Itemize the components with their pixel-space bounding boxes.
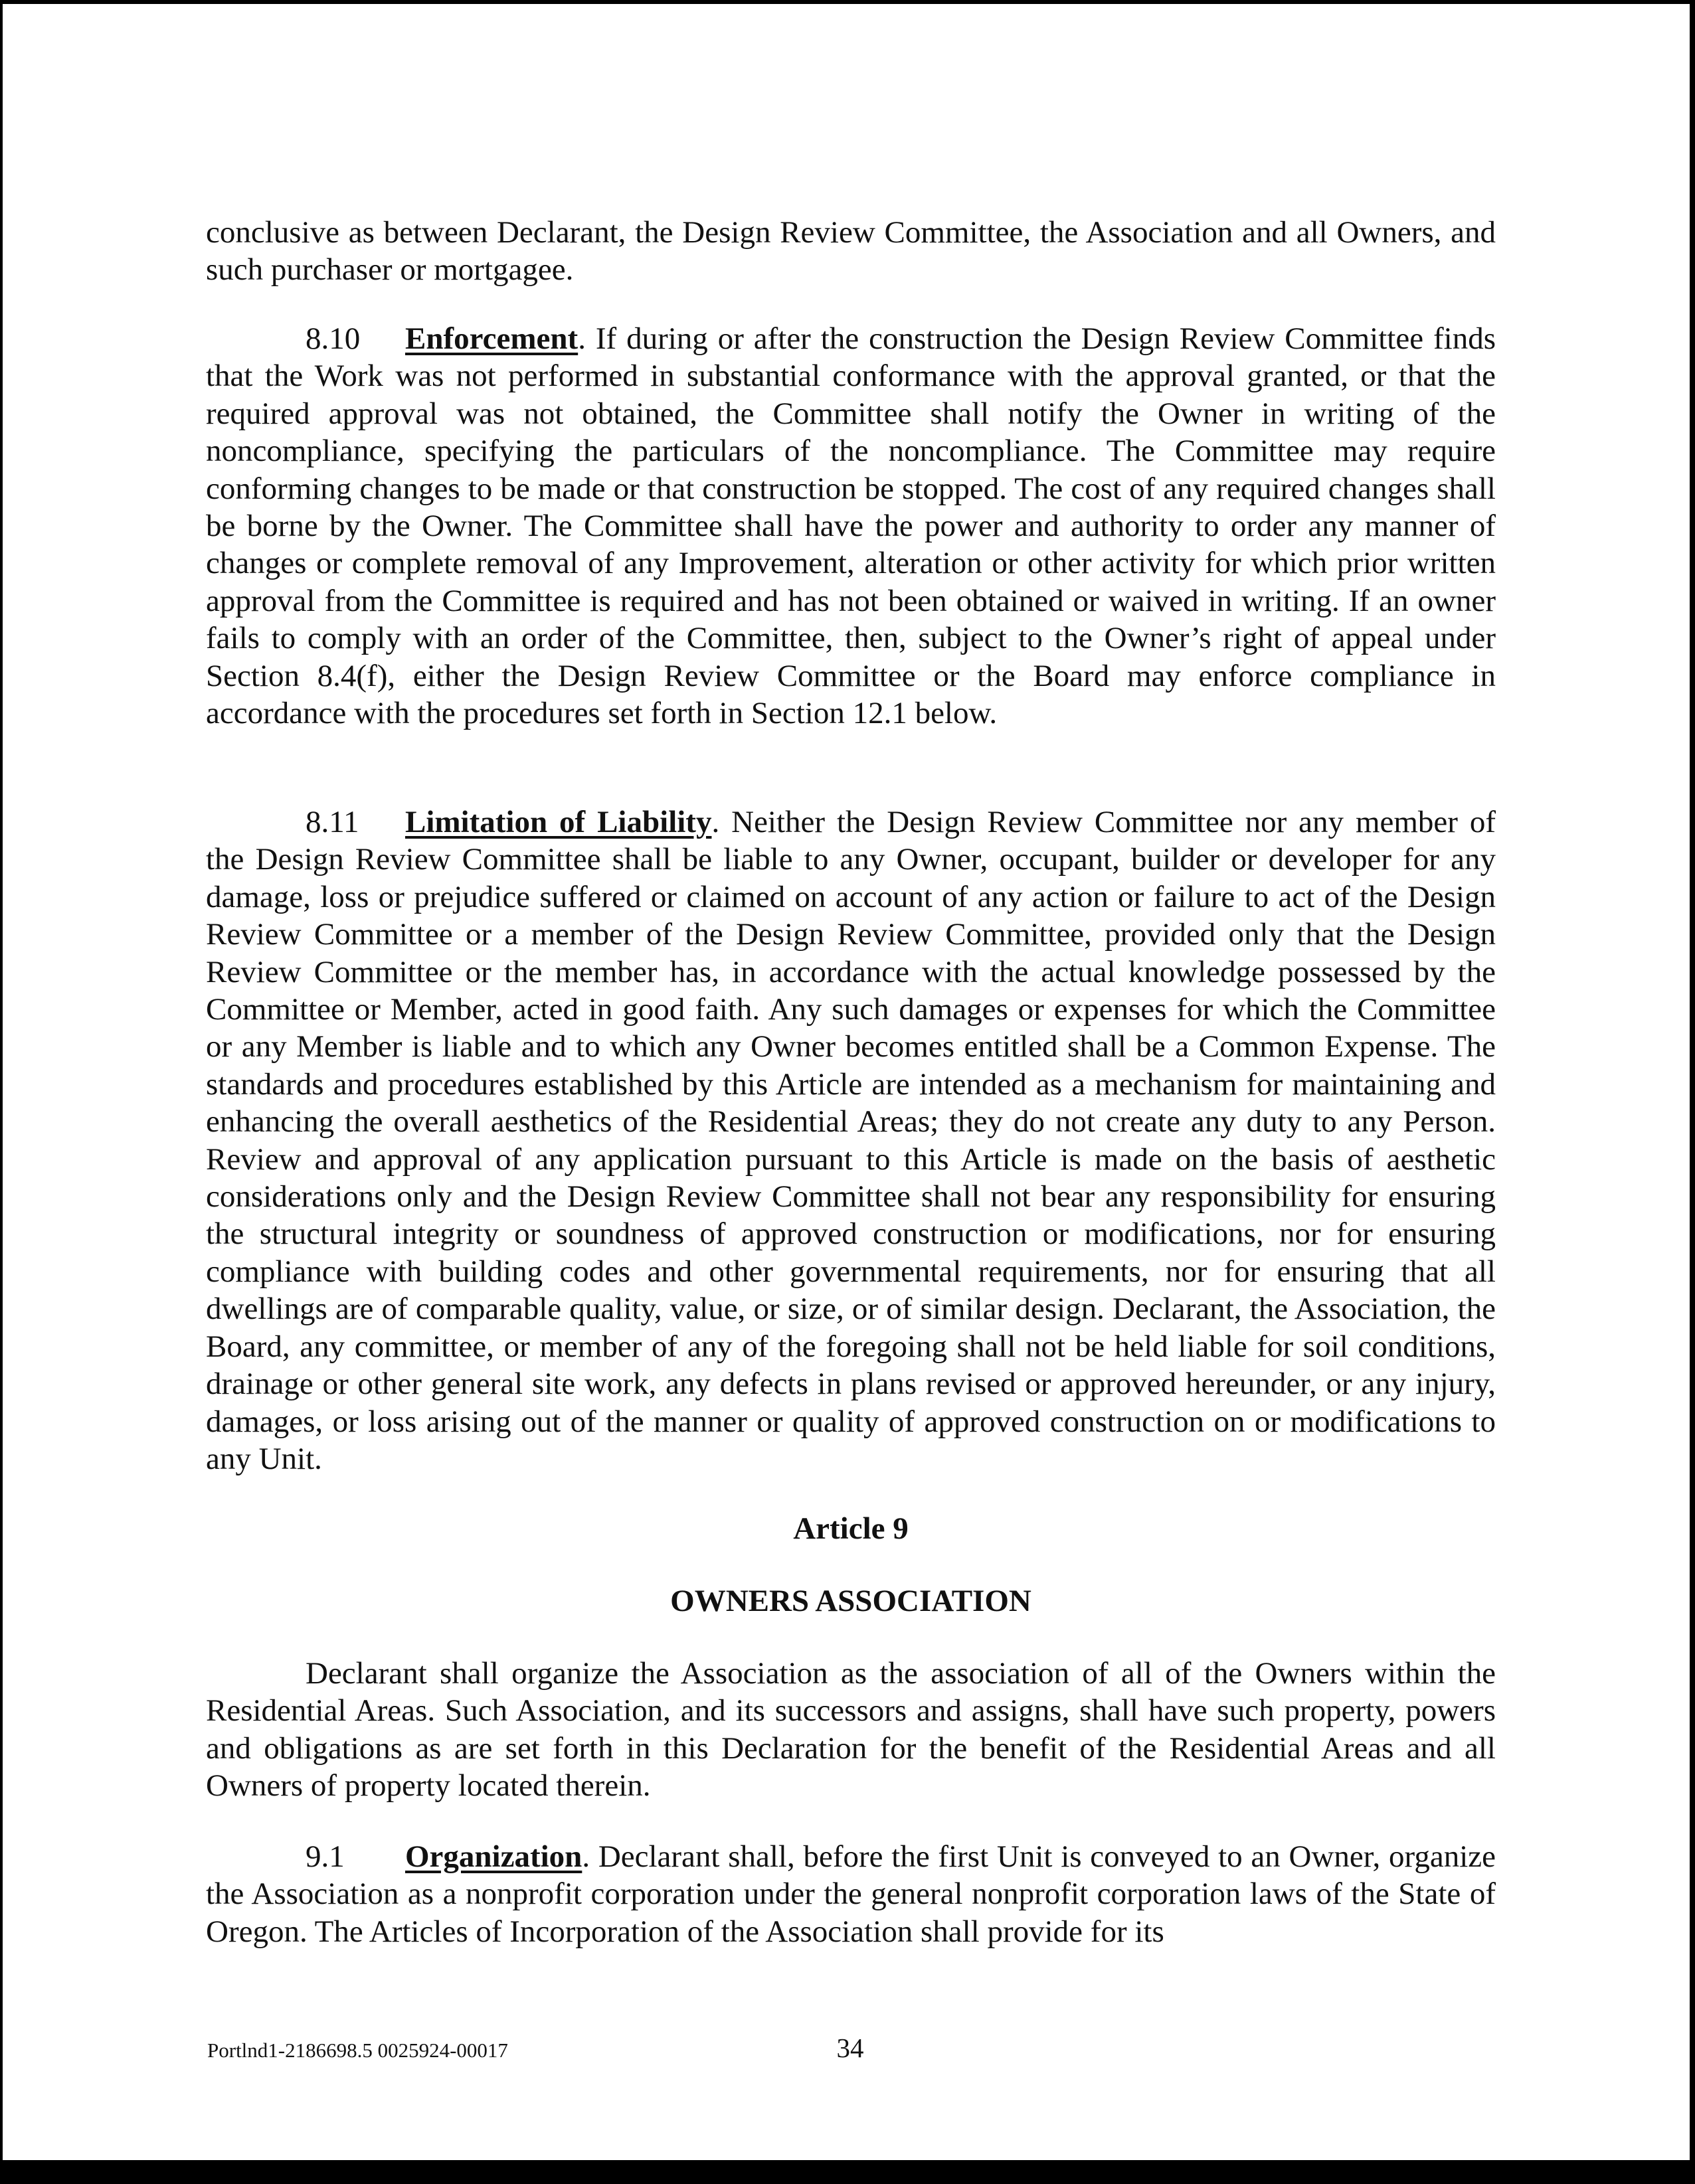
article-subtitle: OWNERS ASSOCIATION	[670, 1584, 1031, 1618]
paragraph-continuation: conclusive as between Declarant, the Design Review Committee, the Association and all Owners, and such purchaser or mortgagee.	[206, 215, 1496, 288]
section-9-1	[206, 1838, 1496, 1950]
section-title-enforcement: Enforcement	[405, 321, 579, 356]
section-number: 8.11	[306, 805, 359, 839]
section-body: . Declarant shall, before the first Unit is conveyed to an Owner, organize the Association as a nonprofit corporation under the general nonprofit corporation laws of the State of Oregon. The Articles of Incorporation of the Association shall provide for its	[206, 1839, 1496, 1949]
footer-document-id: Portlnd1-2186698.5 0025924-00017	[207, 2039, 508, 2062]
section-body: . Neither the Design Review Committee nor any member of the Design Review Committee shall be liable to any Owner, occupant, builder or developer for any damage, loss or prejudice suffered or claimed on account of any action or failure to act of the Design Review Committee or a member of the Design Review Committee, provided only that the Design Review Committee or the member has, in accordance with the actual knowledge possessed by the Committee or Member, acted in good faith. Any such damages or expenses for which the Committee or any Member is liable and to which any Owner becomes entitled shall be a Common Expense. The standards and procedures established by this Article are intended as a mechanism for maintaining and enhancing the overall aesthetics of the Residential Areas; they do not create any duty to any Person. Review and approval of any application pursuant to this Article is made on the basis of aesthetic considerations only and the Design Review Committee shall not bear any responsibility for ensuring the structural integrity or soundness of approved construction or modifications, nor for ensuring compliance with building codes and other governmental requirements, nor for ensuring that all dwellings are of comparable quality, value, or size, or of similar design. Declarant, the Association, the Board, any committee, or member of any of the foregoing shall not be held liable for soil conditions, drainage or other general site work, any defects in plans revised or approved hereunder, or any injury, damages, or loss arising out of the manner or quality of approved construction on or modifications to any Unit.	[206, 805, 1496, 1476]
section-number: 8.10	[306, 321, 361, 356]
section-title-organization: Organization	[405, 1839, 582, 1874]
article-title: Article 9	[793, 1511, 909, 1546]
section-8-10	[206, 320, 1496, 732]
article-intro-paragraph: Declarant shall organize the Association as the association of all of the Owners within the Residential Areas. Such Association, and its successors and assigns, shall have such property, powers and obligations as are set forth in this Declaration for the benefit of the Residential Areas and all Owners of property located therein.	[206, 1656, 1496, 1804]
footer-page-number: 34	[836, 2033, 864, 2063]
section-title-limitation-of-liability: Limitation of Liability	[405, 805, 712, 839]
section-number: 9.1	[306, 1839, 345, 1874]
section-8-11	[206, 803, 1496, 1477]
section-body: . If during or after the construction the Design Review Committee finds that the Work was not performed in substantial conformance with the approval granted, or that the required approval was not obtained, the Committee shall notify the Owner in writing of the noncompliance, specifying the particulars of the noncompliance. The Committee may require conforming changes to be made or that construction be stopped. The cost of any required changes shall be borne by the Owner. The Committee shall have the power and authority to order any manner of changes or complete removal of any Improvement, alteration or other activity for which prior written approval from the Committee is required and has not been obtained or waived in writing. If an owner fails to comply with an order of the Committee, then, subject to the Owner’s right of appeal under Section 8.4(f), either the Design Review Committee or the Board may enforce compliance in accordance with the procedures set forth in Section 12.1 below.	[206, 321, 1496, 731]
